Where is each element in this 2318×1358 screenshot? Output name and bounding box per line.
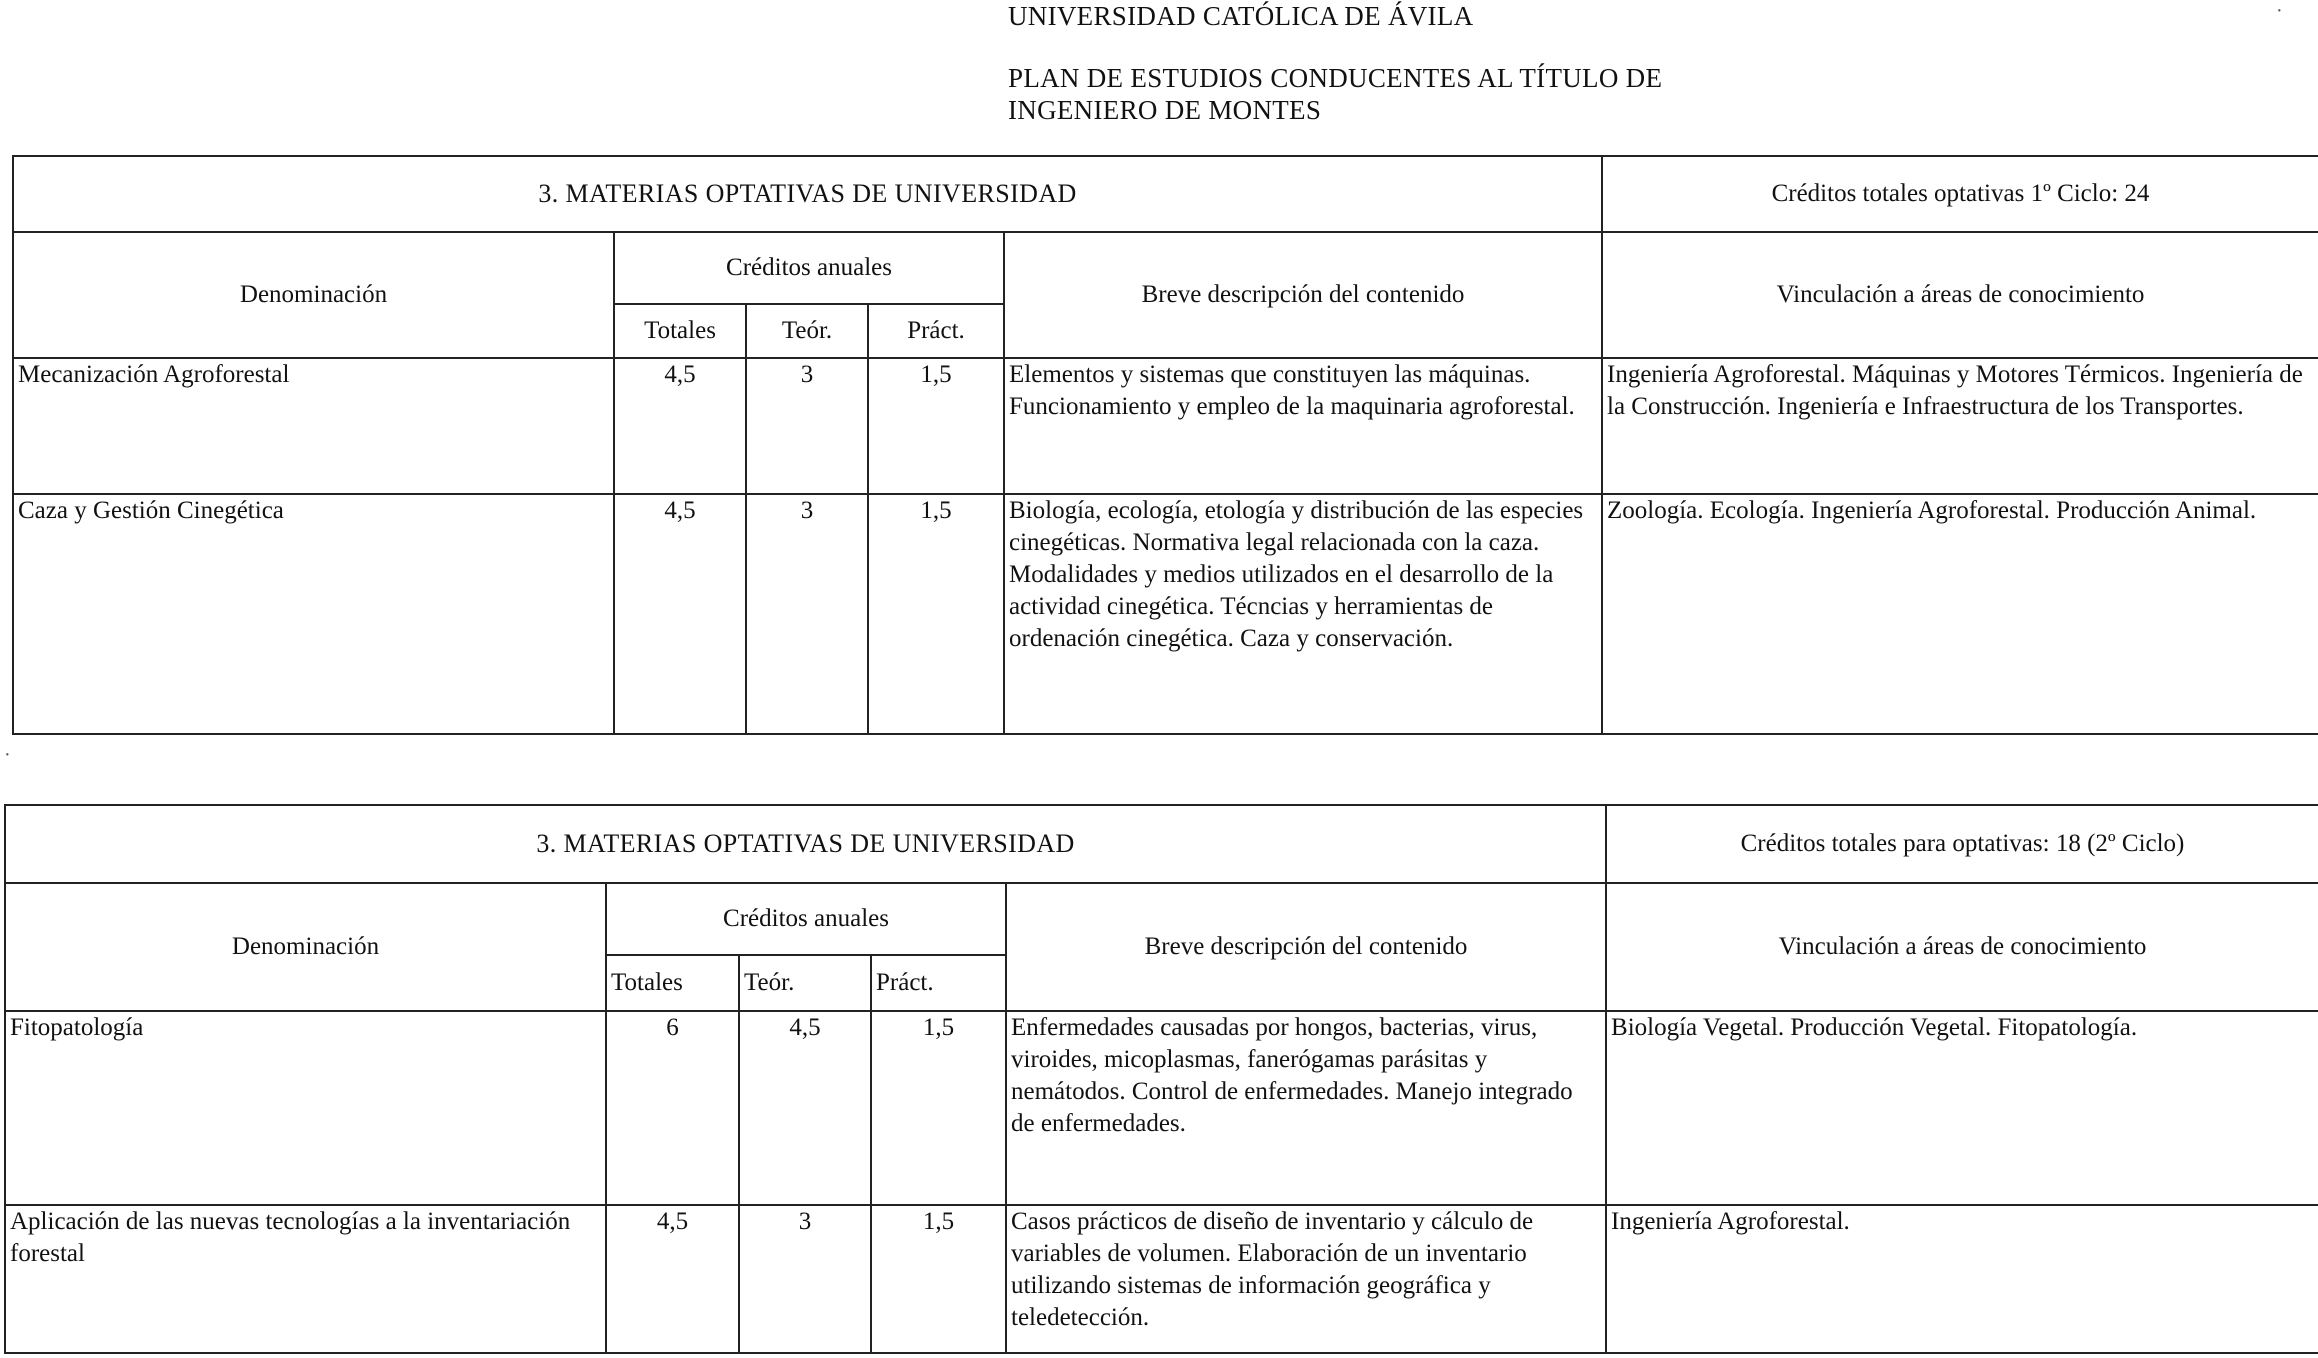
table-row — [5, 1205, 2318, 1353]
university-title: UNIVERSIDAD CATÓLICA DE ÁVILA — [1008, 1, 1474, 31]
optional-subjects-table-cycle-2 — [4, 804, 2318, 1354]
subject-description: Elementos y sistemas que constituyen las máquinas. Funcionamiento y empleo de la maquinaria agroforestal. — [1004, 358, 1602, 494]
table-row — [13, 358, 2318, 494]
col-pract: Práct. — [871, 955, 1006, 1011]
col-descripcion: Breve descripción del contenido — [1004, 232, 1602, 358]
col-vinculacion: Vinculación a áreas de conocimiento — [1602, 232, 2318, 358]
table-row — [5, 1011, 2318, 1205]
col-denominacion: Denominación — [13, 232, 614, 358]
credits-totales: 6 — [606, 1011, 739, 1205]
subject-name: Aplicación de las nuevas tecnologías a la inventariación forestal — [5, 1205, 606, 1353]
subject-name: Mecanización Agroforestal — [13, 358, 614, 494]
credits-total: Créditos totales para optativas: 18 (2º Ciclo) — [1606, 805, 2318, 883]
col-teor: Teór. — [746, 304, 868, 358]
credits-teor: 3 — [739, 1205, 871, 1353]
col-descripcion: Breve descripción del contenido — [1006, 883, 1606, 1011]
credits-totales: 4,5 — [614, 494, 746, 734]
section-title: 3. MATERIAS OPTATIVAS DE UNIVERSIDAD — [13, 156, 1602, 232]
col-totales: Totales — [606, 955, 739, 1011]
scan-speck: · — [4, 744, 11, 766]
subject-areas: Zoología. Ecología. Ingeniería Agroforestal. Producción Animal. — [1602, 494, 2318, 734]
credits-pract: 1,5 — [871, 1205, 1006, 1353]
credits-totales: 4,5 — [614, 358, 746, 494]
credits-pract: 1,5 — [868, 358, 1004, 494]
credits-total: Créditos totales optativas 1º Ciclo: 24 — [1602, 156, 2318, 232]
subject-description: Biología, ecología, etología y distribución de las especies cinegéticas. Normativa legal relacionada con la caza. Modalidades y medios utilizados en el desarrollo de la actividad cinegética. Técncias y herramientas de ordenación cinegética. Caza y conservación. — [1004, 494, 1602, 734]
col-denominacion: Denominación — [5, 883, 606, 1011]
scan-speck: · — [2276, 0, 2283, 22]
optional-subjects-table-cycle-1 — [12, 155, 2318, 735]
table-row — [13, 494, 2318, 734]
subject-description: Casos prácticos de diseño de inventario y cálculo de variables de volumen. Elaboración de un inventario utilizando sistemas de información geográfica y teledetección. — [1006, 1205, 1606, 1353]
subject-areas: Ingeniería Agroforestal. — [1606, 1205, 2318, 1353]
col-creditos-anuales: Créditos anuales — [614, 232, 1004, 304]
credits-teor: 3 — [746, 358, 868, 494]
col-teor: Teór. — [739, 955, 871, 1011]
col-pract: Práct. — [868, 304, 1004, 358]
subject-description: Enfermedades causadas por hongos, bacterias, virus, viroides, micoplasmas, fanerógamas parásitas y nemátodos. Control de enfermedades. Manejo integrado de enfermedades. — [1006, 1011, 1606, 1205]
col-vinculacion: Vinculación a áreas de conocimiento — [1606, 883, 2318, 1011]
plan-title-line-2: INGENIERO DE MONTES — [1008, 95, 1322, 125]
subject-areas: Biología Vegetal. Producción Vegetal. Fitopatología. — [1606, 1011, 2318, 1205]
credits-pract: 1,5 — [871, 1011, 1006, 1205]
plan-title-line-1: PLAN DE ESTUDIOS CONDUCENTES AL TÍTULO DE — [1008, 63, 1663, 93]
subject-areas: Ingeniería Agroforestal. Máquinas y Motores Térmicos. Ingeniería de la Construcción. Ingeniería e Infraestructura de los Transportes. — [1602, 358, 2318, 494]
subject-name: Fitopatología — [5, 1011, 606, 1205]
col-creditos-anuales: Créditos anuales — [606, 883, 1006, 955]
subject-name: Caza y Gestión Cinegética — [13, 494, 614, 734]
credits-pract: 1,5 — [868, 494, 1004, 734]
section-title: 3. MATERIAS OPTATIVAS DE UNIVERSIDAD — [5, 805, 1606, 883]
col-totales: Totales — [614, 304, 746, 358]
credits-totales: 4,5 — [606, 1205, 739, 1353]
credits-teor: 3 — [746, 494, 868, 734]
credits-teor: 4,5 — [739, 1011, 871, 1205]
